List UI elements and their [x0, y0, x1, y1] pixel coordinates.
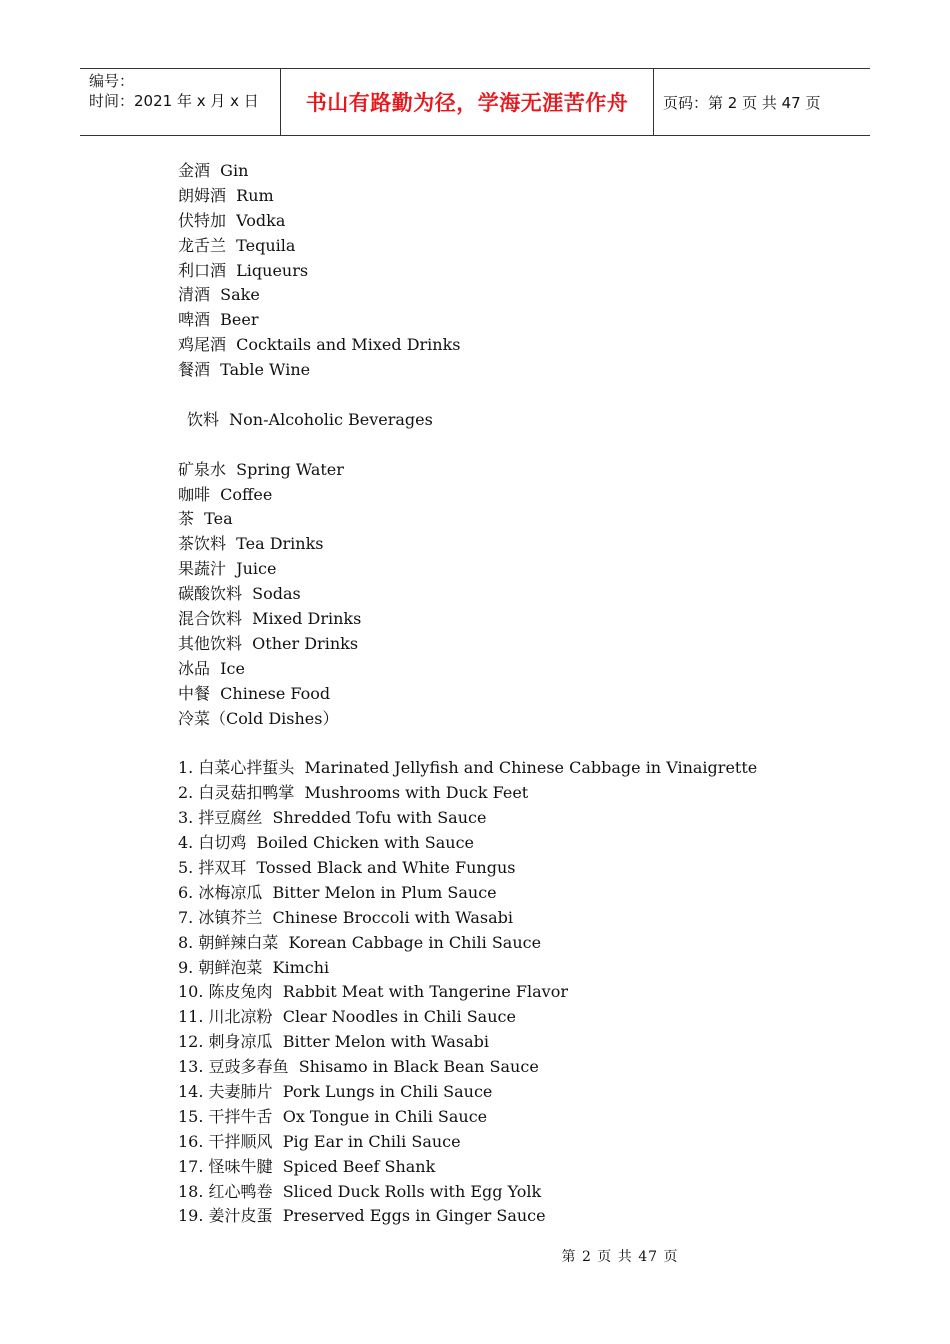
list-item: 7. 冰镇芥兰 Chinese Broccoli with Wasabi [178, 907, 513, 927]
header-meta [80, 69, 281, 135]
list-item: 利口酒 Liqueurs [178, 260, 309, 280]
list-item: 餐酒 Table Wine [178, 360, 311, 380]
list-item: 冷菜（Cold Dishes） [178, 708, 339, 728]
page-footer: 第 2 页 共 47 页 [561, 1249, 679, 1265]
list-item: 15. 干拌牛舌 Ox Tongue in Chili Sauce [178, 1106, 488, 1126]
list-item: 13. 豆豉多春鱼 Shisamo in Black Bean Sauce [178, 1057, 539, 1077]
header-motto-cell [281, 69, 654, 135]
section-heading: 饮料 Non-Alcoholic Beverages [187, 409, 433, 429]
list-item: 冰品 Ice [178, 658, 245, 678]
list-item: 其他饮料 Other Drinks [178, 633, 359, 653]
list-item: 11. 川北凉粉 Clear Noodles in Chili Sauce [178, 1007, 516, 1027]
date-label: 时间：2021 年 x 月 x 日 [89, 92, 259, 110]
list-item: 啤酒 Beer [178, 310, 259, 330]
list-item: 6. 冰梅凉瓜 Bitter Melon in Plum Sauce [178, 882, 497, 902]
list-item: 龙舌兰 Tequila [178, 235, 296, 255]
list-item: 9. 朝鲜泡菜 Kimchi [178, 957, 330, 977]
blank-line [178, 731, 868, 756]
blank-line [178, 383, 868, 408]
list-item: 金酒 Gin [178, 161, 249, 180]
list-item: 中餐 Chinese Food [178, 683, 331, 703]
list-item: 清酒 Sake [178, 285, 260, 305]
list-item: 8. 朝鲜辣白菜 Korean Cabbage in Chili Sauce [178, 932, 542, 952]
list-item: 混合饮料 Mixed Drinks [178, 609, 362, 629]
list-item: 2. 白灵菇扣鸭掌 Mushrooms with Duck Feet [178, 783, 529, 803]
list-item: 果蔬汁 Juice [178, 559, 277, 579]
list-item: 伏特加 Vodka [178, 210, 286, 230]
list-item: 4. 白切鸡 Boiled Chicken with Sauce [178, 833, 474, 853]
header-page-cell [654, 69, 870, 135]
list-item: 3. 拌豆腐丝 Shredded Tofu with Sauce [178, 808, 487, 828]
blank-line [178, 433, 868, 458]
list-item: 咖啡 Coffee [178, 484, 273, 504]
number-label: 编号： [89, 72, 135, 90]
motto: 书山有路勤为径，学海无涯苦作舟 [305, 91, 629, 115]
document-body [178, 159, 868, 1229]
list-item: 18. 红心鸭卷 Sliced Duck Rolls with Egg Yolk [178, 1181, 542, 1201]
list-item: 14. 夫妻肺片 Pork Lungs in Chili Sauce [178, 1081, 493, 1101]
list-item: 鸡尾酒 Cocktails and Mixed Drinks [178, 335, 461, 355]
list-item: 5. 拌双耳 Tossed Black and White Fungus [178, 857, 516, 877]
list-item: 16. 干拌顺风 Pig Ear in Chili Sauce [178, 1131, 461, 1151]
list-item: 矿泉水 Spring Water [178, 459, 344, 479]
list-item: 19. 姜汁皮蛋 Preserved Eggs in Ginger Sauce [178, 1206, 546, 1226]
page-label: 页码：第 2 页 共 47 页 [663, 93, 821, 112]
list-item: 茶饮料 Tea Drinks [178, 534, 324, 554]
list-item: 17. 怪味牛腱 Spiced Beef Shank [178, 1156, 436, 1176]
list-item: 茶 Tea [178, 509, 233, 529]
list-item: 12. 刺身凉瓜 Bitter Melon with Wasabi [178, 1032, 489, 1052]
list-item: 碳酸饮料 Sodas [178, 584, 301, 604]
list-item: 朗姆酒 Rum [178, 185, 274, 205]
list-item: 10. 陈皮兔肉 Rabbit Meat with Tangerine Flavor [178, 982, 569, 1002]
list-item: 1. 白菜心拌蜇头 Marinated Jellyfish and Chinese Cabbage in Vinaigrette [178, 758, 758, 778]
page-header [80, 68, 870, 136]
